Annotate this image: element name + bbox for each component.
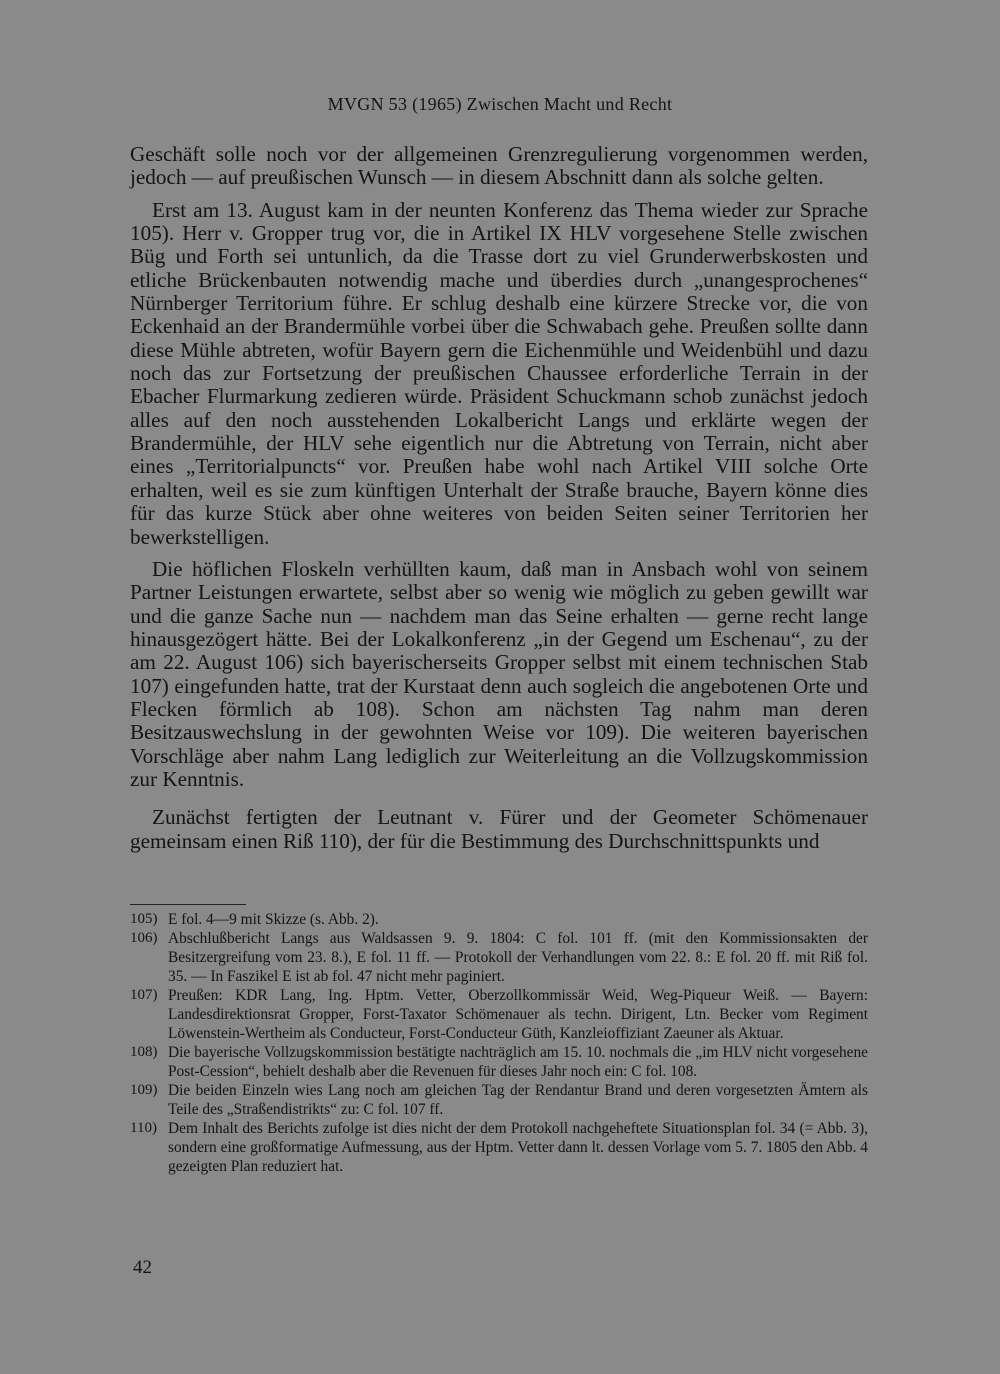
paragraph: Geschäft solle noch vor der allgemeinen Grenzregulierung vorgenommen werden, jedoch — auf preußischen Wunsch — in diesem Abschnitt dann als solche gelten.	[130, 142, 868, 190]
footnote-number: 106)	[130, 930, 158, 946]
footnote-text: Dem Inhalt des Berichts zufolge ist dies nicht der dem Protokoll nachgeheftete Situationsplan fol. 34 (= Abb. 3), sondern eine großformatige Aufmessung, aus der Hptm. Vetter dann lt. dessen Vorlage vom 5. 7. 1805 den Abb. 4 gezeigten Plan reduziert hat.	[168, 1120, 868, 1175]
paragraph: Zunächst fertigten der Leutnant v. Fürer und der Geometer Schömenauer gemeinsam einen Riß 110), der für die Bestimmung des Durchschnittspunkts und	[130, 805, 868, 853]
footnote-text: Die beiden Einzeln wies Lang noch am gleichen Tag der Rendantur Brand und deren vorgesetzten Ämtern als Teile des „Straßendistrikts“ zu: C fol. 107 ff.	[168, 1082, 868, 1118]
page-number: 42	[133, 1257, 152, 1278]
footnote-text: Preußen: KDR Lang, Ing. Hptm. Vetter, Oberzollkommissär Weid, Weg-Piqueur Weiß. — Bayern: Landesdirektionsrat Gropper, Forst-Taxator Schömenauer als techn. Dirigent, Ltn. Becker vom Regiment Löwenstein-Wertheim als Conducteur, Forst-Conducteur Güth, Kanzleioffiziant Zaeuner als Aktuar.	[168, 987, 868, 1042]
paragraph: Die höflichen Floskeln verhüllten kaum, daß man in Ansbach wohl von seinem Partner Leistungen erwartete, selbst aber so wenig wie möglich zu geben gewillt war und die ganze Sache nun — nachdem man das Seine erhalten — gerne recht lange hinausgezögert hätte. Bei der Lokalkonferenz „in der Gegend um Eschenau“, zu der am 22. August 106) sich bayerischerseits Gropper selbst mit einem technischen Stab 107) eingefunden hatte, trat der Kurstaat denn auch sogleich die angebotenen Orte und Flecken förmlich ab 108). Schon am nächsten Tag nahm man deren Besitzauswechslung in der gewohnten Weise vor 109). Die weiteren bayerischen Vorschläge aber nahm Lang lediglich zur Weiterleitung an die Vollzugskommission zur Kenntnis.	[130, 556, 868, 791]
footnote-number: 110)	[130, 1120, 157, 1136]
running-head: MVGN 53 (1965) Zwischen Macht und Recht	[327, 94, 673, 114]
footnote	[130, 1043, 868, 1081]
footnote	[130, 1081, 868, 1119]
footnote-divider	[130, 904, 246, 905]
footnote-number: 109)	[130, 1082, 158, 1098]
footnote	[130, 929, 868, 986]
footnote-text: Die bayerische Vollzugskommission bestätigte nachträglich am 15. 10. nochmals die „im HLV nicht vorgesehene Post-Cession“, behielt deshalb aber die Revenuen für dieses Jahr noch ein: C fol. 108.	[168, 1044, 868, 1080]
footnote-text: Abschlußbericht Langs aus Waldsassen 9. 9. 1804: C fol. 101 ff. (mit den Kommissionsakten der Besitzergreifung vom 23. 8.), E fol. 11 ff. — Protokoll der Verhandlungen vom 22. 8.: E fol. 20 ff. mit Riß fol. 35. — In Faszikel E ist ab fol. 47 nicht mehr paginiert.	[168, 930, 868, 985]
footnote	[130, 1119, 868, 1176]
footnote-text: E fol. 4—9 mit Skizze (s. Abb. 2).	[168, 911, 379, 928]
footnotes	[130, 910, 868, 1176]
main-text	[130, 143, 868, 853]
paragraph: Erst am 13. August kam in der neunten Konferenz das Thema wieder zur Sprache 105). Herr v. Gropper trug vor, die in Artikel IX HLV vorgesehene Stelle zwischen Büg und Forth sei untunlich, da die Trasse dort zu viel Grunderwerbskosten und etliche Brückenbauten notwendig mache und überdies durch „unangesprochenes“ Nürnberger Territorium führe. Er schlug deshalb eine kürzere Strecke vor, die von Eckenhaid an der Brandermühle vorbei über die Schwabach gehe. Preußen sollte dann diese Mühle abtreten, wofür Bayern gern die Eichenmühle und Weidenbühl und dazu noch das zur Fortsetzung der preußischen Chaussee erforderliche Terrain in der Ebacher Flurmarkung zedieren würde. Präsident Schuckmann schob zunächst jedoch alles auf den noch ausstehenden Lokalbericht Langs und erklärte wegen der Brandermühle, der HLV sehe eigentlich nur die Abtretung von Terrain, nicht aber eines „Territorialpuncts“ vor. Preußen habe wohl nach Artikel VIII solche Orte erhalten, weil es sie zum künftigen Unterhalt der Straße brauche, Bayern könne dies für das kurze Stück aber ohne weiteres von beiden Seiten seiner Territorien her bewerkstelligen.	[130, 197, 868, 549]
footnote	[130, 910, 868, 929]
footnote-number: 107)	[130, 987, 158, 1003]
footnote	[130, 986, 868, 1043]
footnote-number: 105)	[130, 911, 158, 927]
footnote-number: 108)	[130, 1044, 158, 1060]
